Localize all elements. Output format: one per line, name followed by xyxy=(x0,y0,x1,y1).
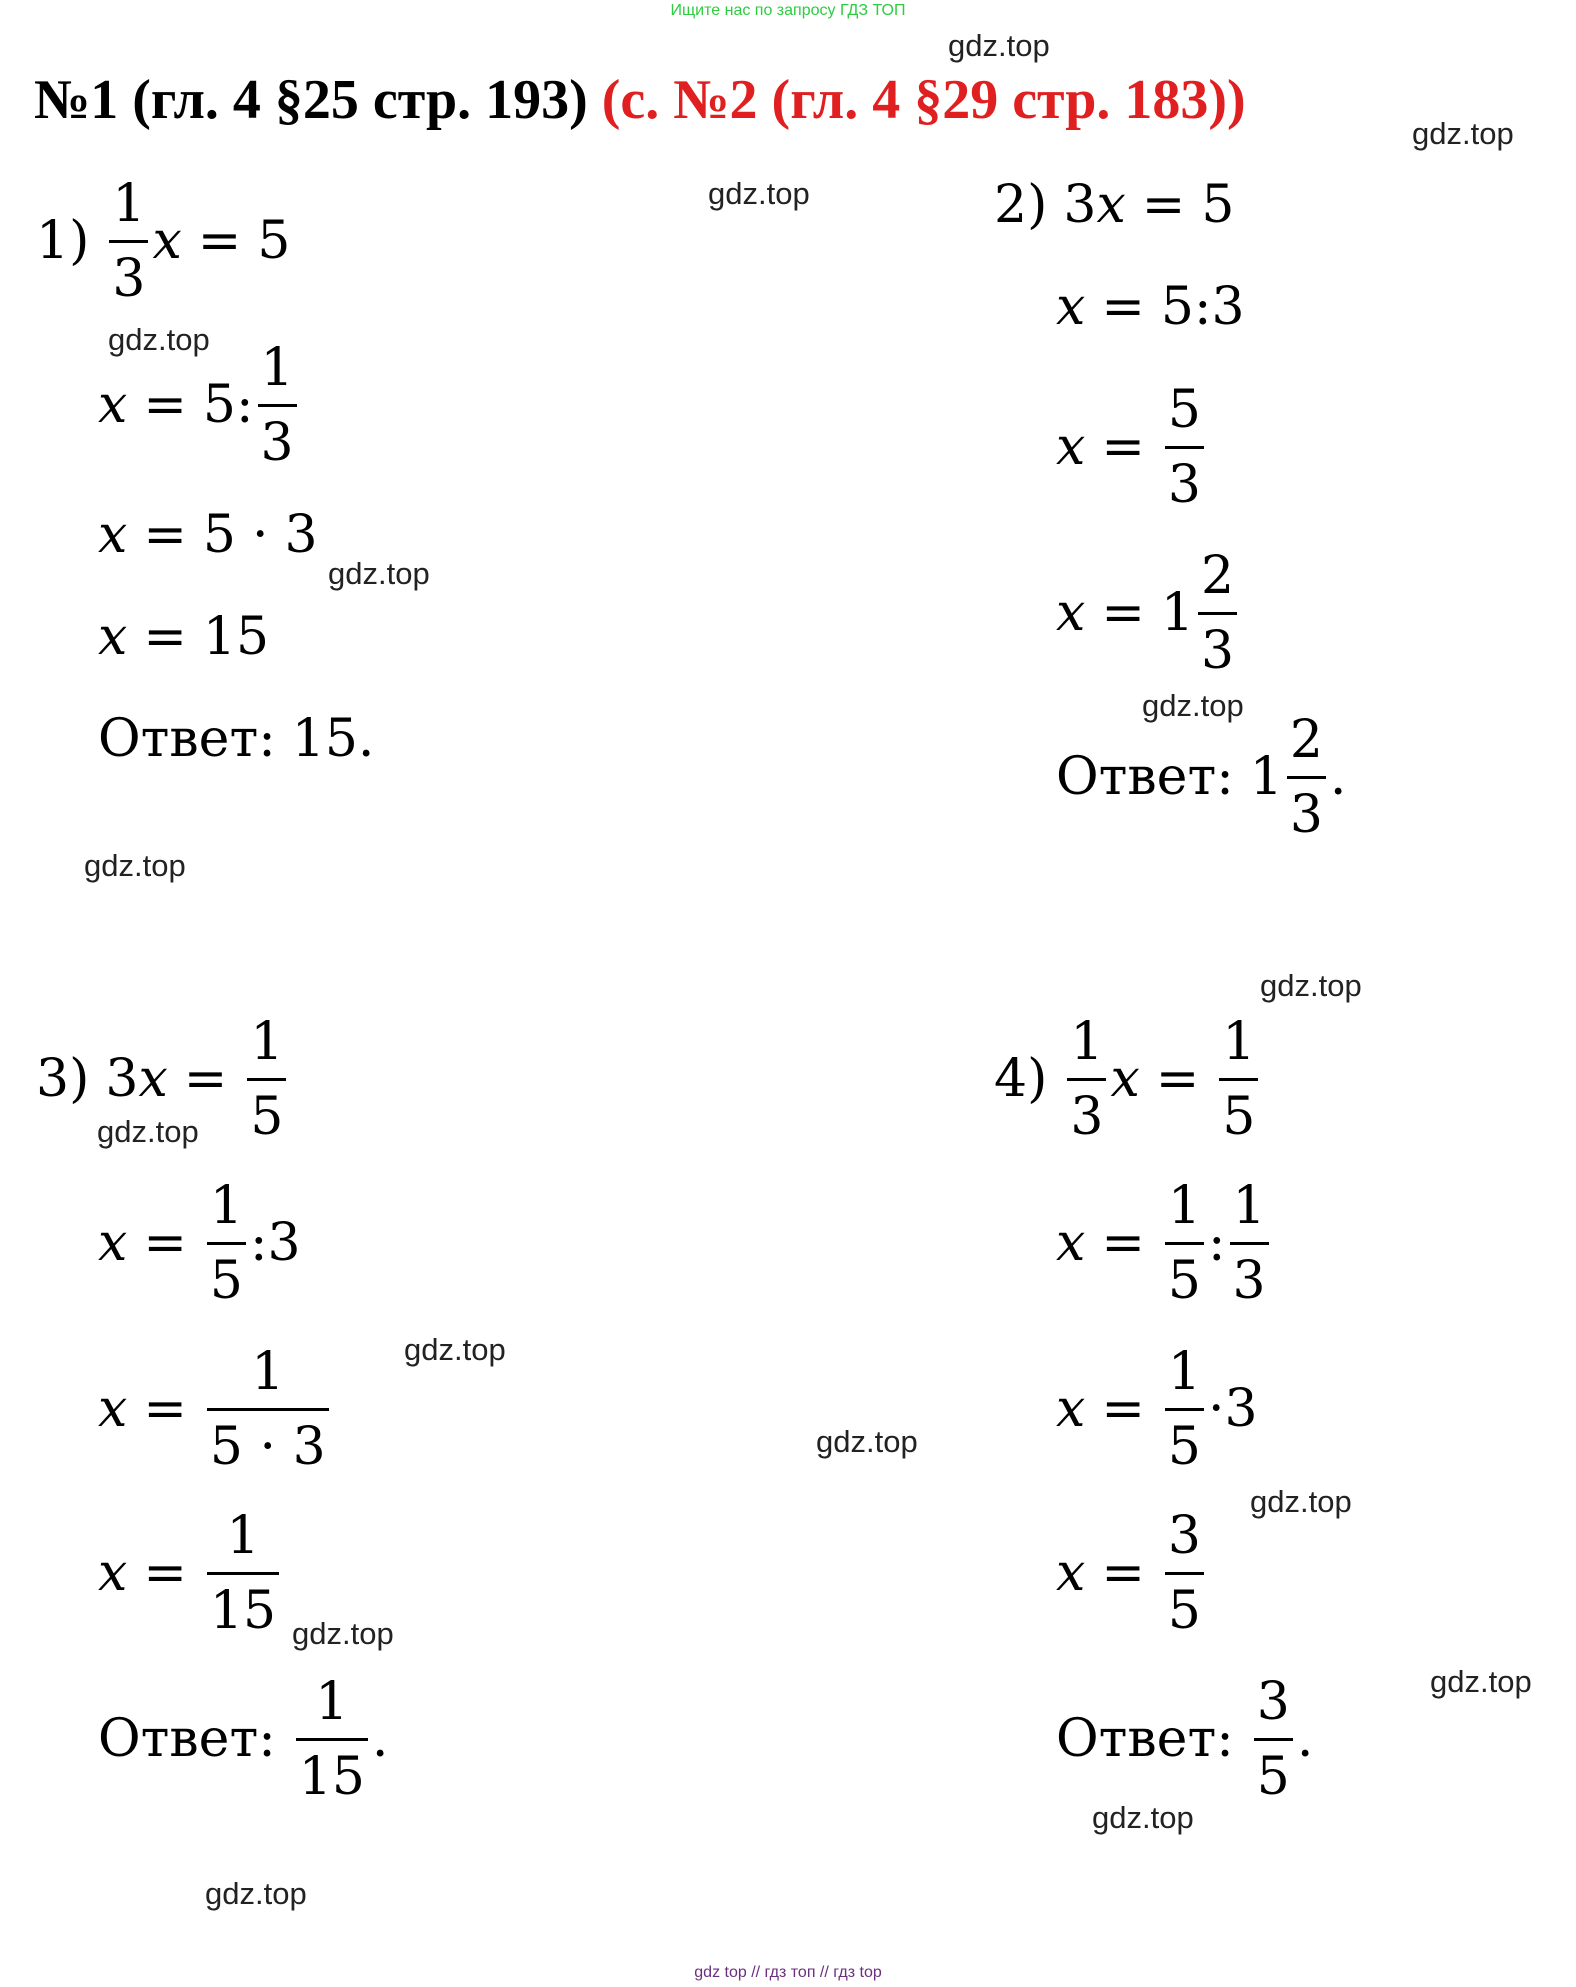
numerator: 1 xyxy=(209,1175,243,1236)
value: 5 xyxy=(202,505,236,565)
fraction xyxy=(296,1671,368,1807)
equals-sign: = xyxy=(1101,1543,1145,1603)
equals-sign: = xyxy=(1155,1049,1200,1109)
equals-sign: = xyxy=(143,1543,187,1603)
equals-sign: = xyxy=(143,607,187,667)
p1-step-1 xyxy=(98,330,301,480)
multiply-sign: · xyxy=(1208,1379,1225,1439)
variable: x xyxy=(1056,277,1086,337)
answer-label: Ответ: xyxy=(1056,747,1234,807)
equals-sign: = xyxy=(1141,175,1186,235)
denominator xyxy=(207,1416,329,1477)
value: 3 xyxy=(267,1213,301,1273)
denominator: 15 xyxy=(209,1580,277,1641)
answer-label: Ответ: xyxy=(98,709,276,769)
variable: x xyxy=(98,607,128,667)
numerator: 2 xyxy=(1289,709,1323,770)
equals-sign: = xyxy=(1101,1379,1145,1439)
fraction xyxy=(1198,545,1237,681)
watermark: gdz.top xyxy=(404,1332,506,1367)
numerator: 2 xyxy=(1201,545,1235,606)
value: 3 xyxy=(1211,277,1245,337)
p4-step-3 xyxy=(1056,1498,1208,1648)
variable: x xyxy=(1110,1049,1140,1109)
p2-answer xyxy=(1056,702,1346,852)
equals-sign: = xyxy=(197,211,242,271)
fraction xyxy=(1230,1175,1269,1311)
fraction xyxy=(247,1011,286,1147)
equals-sign: = xyxy=(143,505,187,565)
variable: x xyxy=(98,375,128,435)
p3-label: 3) xyxy=(36,1049,90,1109)
denominator: 3 xyxy=(1232,1250,1266,1311)
value: 3 xyxy=(284,505,318,565)
watermark: gdz.top xyxy=(708,176,810,211)
watermark: gdz.top xyxy=(205,1876,307,1911)
value: 5 xyxy=(1160,277,1194,337)
watermark: gdz.top xyxy=(1092,1800,1194,1835)
numerator: 1 xyxy=(251,1341,285,1402)
denominator: 3 xyxy=(1070,1086,1104,1147)
fraction xyxy=(1165,1505,1204,1641)
value: 5 xyxy=(202,375,236,435)
watermark: gdz.top xyxy=(292,1616,394,1651)
watermark: gdz.top xyxy=(1260,968,1362,1003)
answer-label: Ответ: xyxy=(1056,1709,1234,1769)
numerator: 1 xyxy=(1167,1175,1201,1236)
numerator: 3 xyxy=(1256,1671,1290,1732)
variable: x xyxy=(1096,175,1126,235)
equals-sign: = xyxy=(143,1379,187,1439)
variable: x xyxy=(1056,1213,1086,1273)
fraction xyxy=(1165,1341,1204,1477)
p1-answer xyxy=(98,664,374,814)
numerator: 3 xyxy=(1167,1505,1201,1566)
header-note: Ищите нас по запросу ГДЗ ТОП xyxy=(670,2,906,19)
denominator: 5 xyxy=(1222,1086,1256,1147)
fraction xyxy=(109,173,148,309)
division-sign: : xyxy=(236,375,254,435)
fraction xyxy=(207,1175,246,1311)
numerator: 1 xyxy=(1167,1341,1201,1402)
numerator: 1 xyxy=(1222,1011,1256,1072)
denominator: 5 xyxy=(1256,1746,1290,1807)
p3-step-2 xyxy=(98,1334,333,1484)
p1-equation xyxy=(36,166,290,316)
answer-label: Ответ: xyxy=(98,1709,276,1769)
fraction xyxy=(207,1341,329,1477)
equals-sign: = xyxy=(183,1049,228,1109)
numerator: 1 xyxy=(112,173,146,234)
watermark: gdz.top xyxy=(816,1424,918,1459)
answer-value: 15. xyxy=(291,709,375,769)
factor: 3 xyxy=(292,1416,326,1477)
p2-step-1 xyxy=(1056,232,1245,382)
fraction xyxy=(1165,379,1204,515)
multiply-sign: · xyxy=(252,505,269,565)
value: 15 xyxy=(202,607,270,667)
equals-sign: = xyxy=(143,1213,187,1273)
value: 3 xyxy=(1224,1379,1258,1439)
fraction xyxy=(258,337,297,473)
watermark: gdz.top xyxy=(328,556,430,591)
equals-sign: = xyxy=(1101,1213,1145,1273)
equals-sign: = xyxy=(143,375,187,435)
p4-answer xyxy=(1056,1664,1313,1814)
title-main: №1 (гл. 4 §25 стр. 193) xyxy=(34,69,588,131)
denominator: 5 xyxy=(250,1086,284,1147)
variable: x xyxy=(1056,417,1086,477)
denominator: 5 xyxy=(1167,1580,1201,1641)
numerator: 1 xyxy=(226,1505,260,1566)
variable: x xyxy=(98,1543,128,1603)
variable: x xyxy=(138,1049,168,1109)
numerator: 1 xyxy=(1232,1175,1266,1236)
watermark: gdz.top xyxy=(1142,688,1244,723)
division-sign: : xyxy=(1208,1213,1226,1273)
p3-equation xyxy=(36,1004,290,1154)
whole-part: 1 xyxy=(1249,747,1283,807)
division-sign: : xyxy=(250,1213,268,1273)
page-title xyxy=(34,68,1246,132)
equals-sign: = xyxy=(1101,277,1145,337)
p2-label: 2) xyxy=(994,175,1048,235)
variable: x xyxy=(98,1379,128,1439)
watermark: gdz.top xyxy=(84,848,186,883)
equals-sign: = xyxy=(1101,417,1145,477)
watermark: gdz.top xyxy=(1412,116,1514,151)
period: . xyxy=(1329,747,1347,807)
variable: x xyxy=(1056,1379,1086,1439)
p1-label: 1) xyxy=(36,211,90,271)
value: 5 xyxy=(257,211,291,271)
division-sign: : xyxy=(1194,277,1212,337)
numerator: 5 xyxy=(1167,379,1201,440)
watermark: gdz.top xyxy=(1250,1484,1352,1519)
footer-note: gdz top // гдз топ // гдз top xyxy=(694,1964,882,1981)
variable: x xyxy=(1056,583,1086,643)
p3-step-1 xyxy=(98,1168,301,1318)
p4-step-1 xyxy=(1056,1168,1273,1318)
numerator: 1 xyxy=(260,337,294,398)
title-alt: (с. №2 (гл. 4 §29 стр. 183)) xyxy=(601,69,1246,131)
p2-step-2 xyxy=(1056,372,1208,522)
denominator: 3 xyxy=(1201,620,1235,681)
p3-step-3 xyxy=(98,1498,283,1648)
fraction xyxy=(1219,1011,1258,1147)
numerator: 1 xyxy=(315,1671,349,1732)
variable: x xyxy=(98,505,128,565)
fraction xyxy=(1254,1671,1293,1807)
fraction xyxy=(1287,709,1326,845)
denominator: 3 xyxy=(1289,784,1323,845)
value: 5 xyxy=(1201,175,1235,235)
p2-step-3 xyxy=(1056,538,1241,688)
period: . xyxy=(371,1709,389,1769)
p4-label: 4) xyxy=(994,1049,1048,1109)
coefficient: 3 xyxy=(105,1049,139,1109)
p4-step-2 xyxy=(1056,1334,1258,1484)
denominator: 3 xyxy=(112,248,146,309)
watermark: gdz.top xyxy=(948,28,1050,63)
denominator: 3 xyxy=(260,412,294,473)
variable: x xyxy=(1056,1543,1086,1603)
variable: x xyxy=(152,211,182,271)
p4-equation xyxy=(994,1004,1262,1154)
watermark: gdz.top xyxy=(97,1114,199,1149)
denominator: 15 xyxy=(298,1746,365,1807)
denominator: 5 xyxy=(1167,1416,1201,1477)
whole-part: 1 xyxy=(1160,583,1194,643)
denominator: 5 xyxy=(209,1250,243,1311)
fraction xyxy=(207,1505,279,1641)
equals-sign: = xyxy=(1101,583,1145,643)
denominator: 3 xyxy=(1167,454,1201,515)
watermark: gdz.top xyxy=(108,322,210,357)
fraction xyxy=(1165,1175,1204,1311)
watermark: gdz.top xyxy=(1430,1664,1532,1699)
numerator: 1 xyxy=(250,1011,284,1072)
p3-answer xyxy=(98,1664,388,1814)
coefficient: 3 xyxy=(1063,175,1097,235)
variable: x xyxy=(98,1213,128,1273)
denominator: 5 xyxy=(1167,1250,1201,1311)
period: . xyxy=(1296,1709,1314,1769)
factor: 5 xyxy=(209,1416,243,1477)
multiply-sign: · xyxy=(259,1416,277,1477)
fraction xyxy=(1067,1011,1106,1147)
numerator: 1 xyxy=(1070,1011,1104,1072)
